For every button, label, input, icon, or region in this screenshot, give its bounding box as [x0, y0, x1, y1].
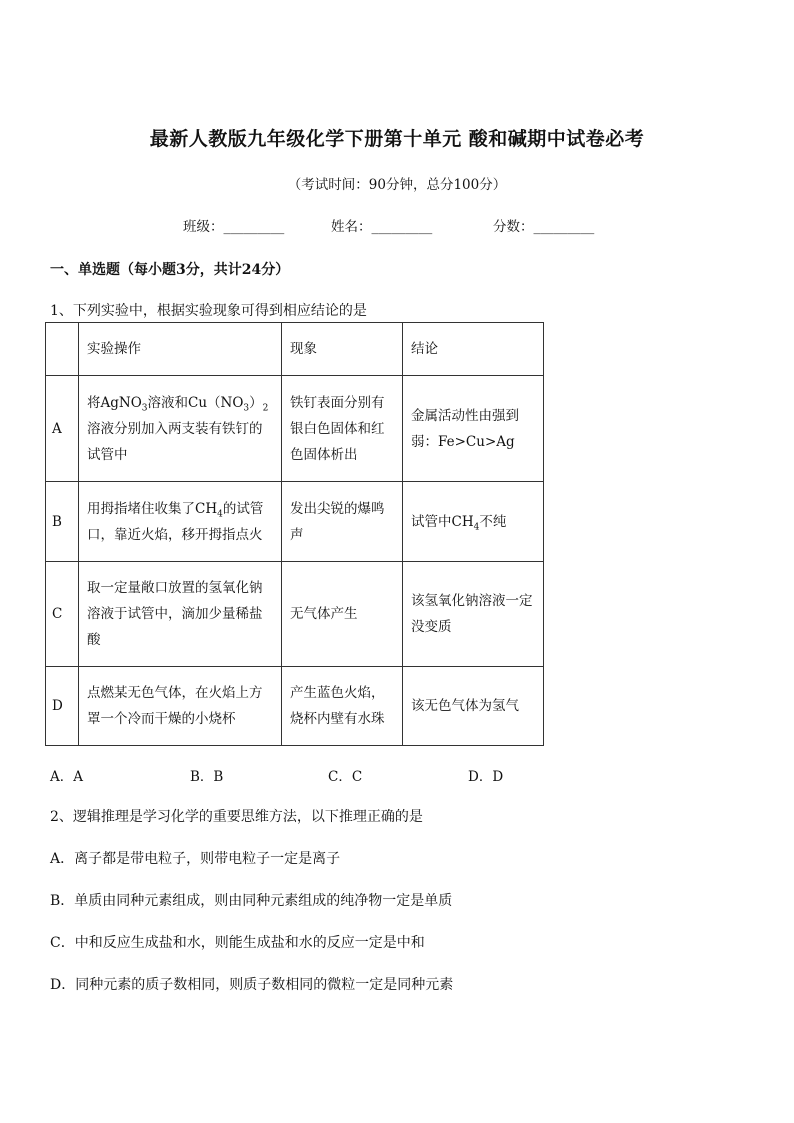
- row-operation: [79, 376, 282, 482]
- table-row: [46, 667, 544, 746]
- row-label: B: [46, 482, 79, 562]
- question-2-stem: 2、逻辑推理是学习化学的重要思维方法，以下推理正确的是: [50, 809, 423, 825]
- op-text: 溶液分别加入两支装有铁钉的试管中: [87, 420, 263, 463]
- q1-option-c[interactable]: C．C: [328, 769, 363, 785]
- row-operation: [79, 482, 282, 562]
- row-conclusion: 该无色气体为氢气: [403, 667, 544, 746]
- name-field[interactable]: 姓名：_________: [331, 219, 433, 235]
- question-1-stem: 1、下列实验中，根据实验现象可得到相应结论的是: [50, 303, 367, 319]
- section-heading: 一、单选题（每小题3分，共计24分）: [50, 262, 290, 278]
- score-field[interactable]: 分数：_________: [493, 219, 595, 235]
- row-phenomenon: 铁钉表面分别有银白色固体和红色固体析出: [282, 376, 403, 482]
- page-title: 最新人教版九年级化学下册第十单元 酸和碱期中试卷必考: [149, 128, 645, 150]
- table-header-empty: [46, 323, 79, 376]
- row-conclusion: [403, 482, 544, 562]
- op-text: 用拇指堵住收集了CH: [87, 500, 218, 517]
- row-phenomenon: 产生蓝色火焰，烧杯内壁有水珠: [282, 667, 403, 746]
- row-label: A: [46, 376, 79, 482]
- subscript: 4: [217, 509, 223, 520]
- row-operation: 取一定量敞口放置的氢氧化钠溶液于试管中，滴加少量稀盐酸: [79, 562, 282, 667]
- op-text: 溶液和Cu（NO: [147, 394, 244, 411]
- op-text: ）: [249, 394, 263, 411]
- row-conclusion: 金属活动性由强到弱：Fe>Cu>Ag: [403, 376, 544, 482]
- subscript: 4: [473, 522, 480, 533]
- row-phenomenon: 发出尖锐的爆鸣声: [282, 482, 403, 562]
- conclusion-text: 试管中CH: [411, 513, 474, 530]
- q1-option-d[interactable]: D．D: [468, 769, 504, 785]
- op-text: 将AgNO: [87, 394, 142, 411]
- row-label: C: [46, 562, 79, 667]
- q1-option-a[interactable]: A．A: [50, 769, 83, 785]
- q2-option-c[interactable]: C．中和反应生成盐和水，则能生成盐和水的反应一定是中和: [50, 935, 425, 951]
- table-header-phenomenon: 现象: [282, 323, 403, 376]
- experiment-table: [45, 322, 544, 746]
- row-phenomenon: 无气体产生: [282, 562, 403, 667]
- class-field[interactable]: 班级：_________: [183, 219, 285, 235]
- table-row: [46, 376, 544, 482]
- subscript: 3: [243, 403, 250, 414]
- table-row: [46, 482, 544, 562]
- row-operation: 点燃某无色气体，在火焰上方罩一个冷而干燥的小烧杯: [79, 667, 282, 746]
- q2-option-b[interactable]: B．单质由同种元素组成，则由同种元素组成的纯净物一定是单质: [50, 893, 453, 909]
- table-header-operation: 实验操作: [79, 323, 282, 376]
- q1-option-b[interactable]: B．B: [190, 769, 224, 785]
- row-conclusion: 该氢氧化钠溶液一定没变质: [403, 562, 544, 667]
- subscript: 3: [141, 403, 148, 414]
- exam-info: （考试时间：90分钟，总分100分）: [287, 177, 507, 193]
- row-label: D: [46, 667, 79, 746]
- conclusion-text: 不纯: [479, 513, 507, 530]
- op-text: 的试管口，靠近火焰，移开拇指点火: [87, 500, 264, 543]
- q2-option-d[interactable]: D．同种元素的质子数相同，则质子数相同的微粒一定是同种元素: [50, 977, 454, 993]
- table-header-row: [46, 323, 544, 376]
- table-header-conclusion: 结论: [403, 323, 544, 376]
- q2-option-a[interactable]: A．离子都是带电粒子，则带电粒子一定是离子: [50, 851, 341, 867]
- table-row: [46, 562, 544, 667]
- subscript: 2: [262, 403, 269, 414]
